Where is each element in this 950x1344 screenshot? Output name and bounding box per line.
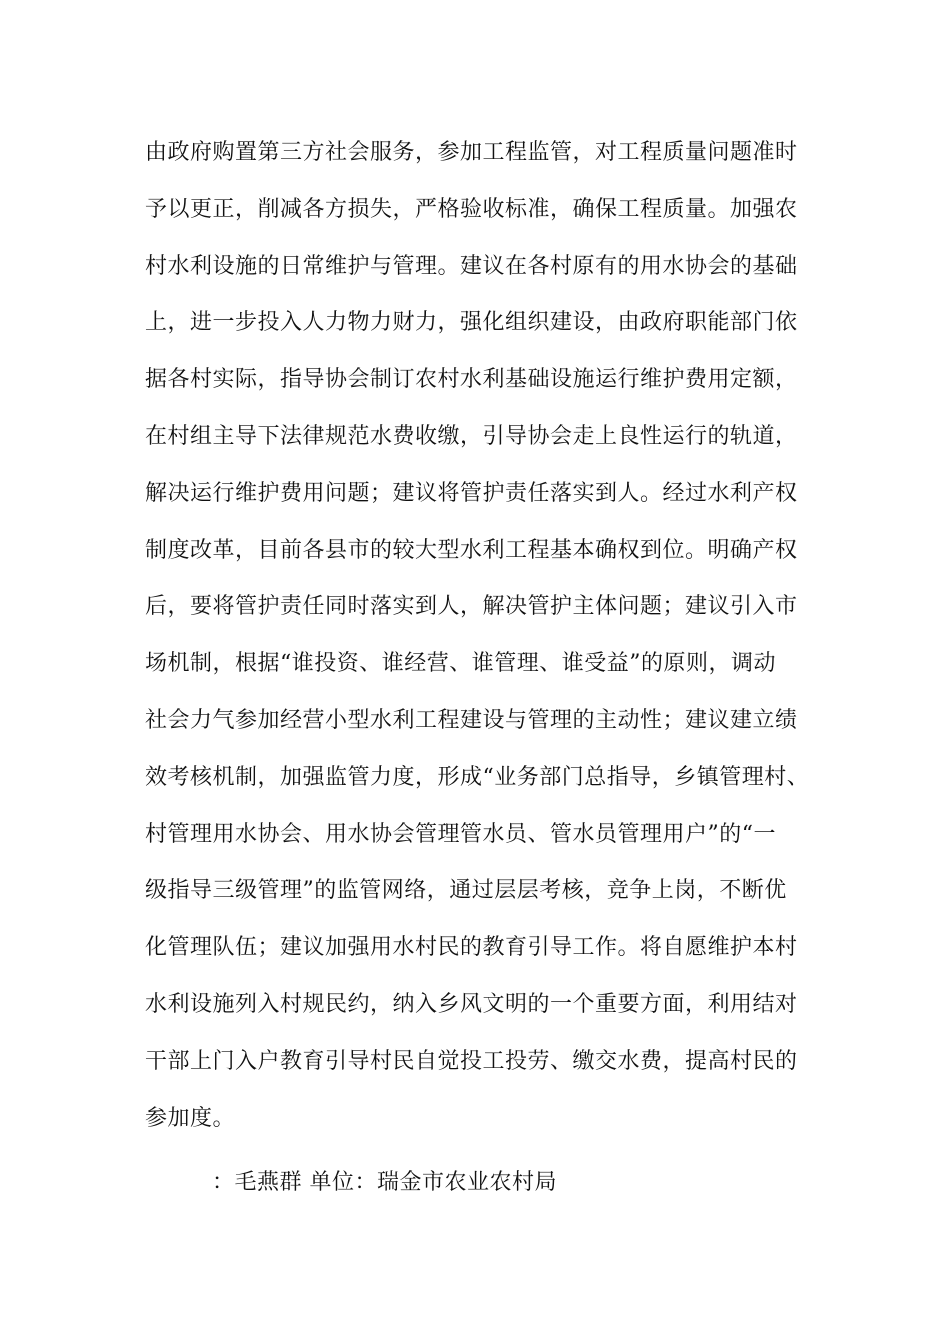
paragraph-line: 村管理用水协会、用水协会管理管水员、管水员管理用户”的“一: [145, 821, 776, 847]
paragraph-line: 据各村实际，指导协会制订农村水利基础设施运行维护费用定额，: [145, 367, 798, 393]
paragraph-line: 级指导三级管理”的监管网络，通过层层考核，竞争上岗，不断优: [145, 878, 787, 904]
paragraph-line: 上，进一步投入人力物力财力，强化组织建设，由政府职能部门依: [145, 310, 798, 336]
paragraph-line: 解决运行维护费用问题；建议将管护责任落实到人。经过水利产权: [145, 480, 798, 506]
paragraph-line: 后，要将管护责任同时落实到人，解决管护主体问题；建议引入市: [145, 594, 798, 620]
body-paragraph: [145, 131, 825, 1153]
paragraph-line: 效考核机制，加强监管力度，形成“业务部门总指导，乡镇管理村、: [145, 764, 810, 790]
paragraph-line: 由政府购置第三方社会服务，参加工程监管，对工程质量问题准时: [145, 140, 798, 165]
paragraph-line: 在村组主导下法律规范水费收缴，引导协会走上良性运行的轨道，: [145, 423, 798, 449]
paragraph-line: 干部上门入户教育引导村民自觉投工投劳、缴交水费，提高村民的: [145, 1048, 798, 1074]
paragraph-line: 社会力气参加经营小型水利工程建设与管理的主动性；建议建立绩: [145, 707, 798, 733]
paragraph-line: 水利设施列入村规民约，纳入乡风文明的一个重要方面，利用结对: [145, 991, 798, 1017]
paragraph-line: 场机制，根据“谁投资、谁经营、谁管理、谁受益”的原则，调动: [145, 651, 776, 677]
paragraph-line: 参加度。: [145, 1105, 236, 1131]
paragraph-line: 制度改革，目前各县市的较大型水利工程基本确权到位。明确产权: [145, 537, 798, 563]
paragraph-line: 化管理队伍；建议加强用水村民的教育引导工作。将自愿维护本村: [145, 935, 798, 961]
paragraph-line: 予以更正，削减各方损失，严格验收标准，确保工程质量。加强农: [145, 196, 798, 222]
author-info: ：毛燕群 单位：瑞金市农业农村局: [212, 1170, 557, 1195]
paragraph-line: 村水利设施的日常维护与管理。建议在各村原有的用水协会的基础: [145, 253, 798, 279]
